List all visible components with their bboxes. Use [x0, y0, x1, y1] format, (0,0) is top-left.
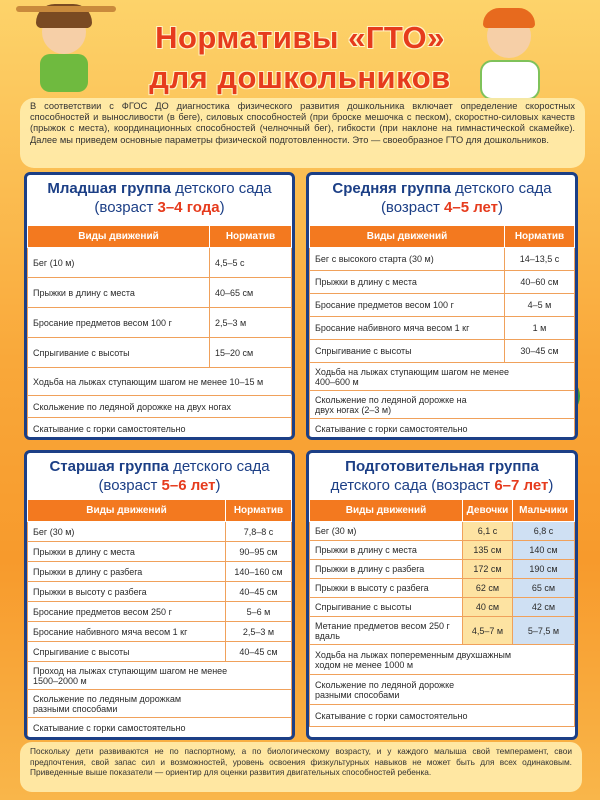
- col-activity-header: Виды движений: [28, 226, 210, 248]
- activity-cell: Прыжки в длину с разбега: [28, 562, 226, 582]
- prep-norms-table: [309, 499, 575, 727]
- activity-cell: Прыжки в длину с места: [310, 271, 505, 294]
- activity-cell: Бросание предметов весом 100 г: [28, 308, 210, 338]
- extra-cell: Скатывание с горки самостоятельно: [28, 718, 292, 738]
- col-activity-header: Виды движений: [310, 226, 505, 248]
- table-row: [28, 396, 292, 418]
- table-row: [310, 560, 575, 579]
- activity-cell: Спрыгивание с высоты: [310, 340, 505, 363]
- senior-age-suffix: ): [215, 477, 221, 494]
- extra-cell: Ходьба на лыжах ступающим шагом не менее 400–600 м: [310, 363, 575, 391]
- girls-value-cell: 6,1 с: [463, 522, 513, 541]
- table-header-row: [28, 500, 292, 522]
- girls-value-cell: 172 см: [463, 560, 513, 579]
- extra-cell: Скольжение по ледяной дорожке на двух ногах (2–3 м): [310, 391, 575, 419]
- boys-value-cell: 42 см: [513, 598, 575, 617]
- value-cell: 40–45 см: [226, 582, 292, 602]
- col-boys-header: Мальчики: [513, 500, 575, 522]
- extra-cell: Скольжение по ледяной дорожке на двух ногах: [28, 396, 292, 418]
- junior-group-rest: детского сада: [175, 180, 272, 197]
- activity-cell: Прыжки в длину с места: [310, 541, 463, 560]
- middle-norms-table: [309, 225, 575, 439]
- table-row: [28, 368, 292, 396]
- table-row: [28, 542, 292, 562]
- prep-group-panel: [306, 450, 578, 740]
- girls-value-cell: 4,5–7 м: [463, 617, 513, 645]
- extra-cell: Ходьба на лыжах ступающим шагом не менее 10–15 м: [28, 368, 292, 396]
- table-row: [28, 718, 292, 738]
- table-row: [310, 598, 575, 617]
- col-norm-header: Норматив: [505, 226, 575, 248]
- table-header-row: [310, 500, 575, 522]
- table-row: [310, 294, 575, 317]
- activity-cell: Бег (30 м): [310, 522, 463, 541]
- junior-group-panel: [24, 172, 295, 440]
- girls-value-cell: 62 см: [463, 579, 513, 598]
- table-row: [310, 340, 575, 363]
- middle-group-panel: [306, 172, 578, 440]
- senior-group-heading: [27, 453, 292, 499]
- activity-cell: Прыжки в длину с места: [28, 542, 226, 562]
- value-cell: 140–160 см: [226, 562, 292, 582]
- boys-value-cell: 190 см: [513, 560, 575, 579]
- boys-value-cell: 6,8 с: [513, 522, 575, 541]
- table-row: [28, 418, 292, 440]
- table-row: [28, 308, 292, 338]
- value-cell: 2,5–3 м: [210, 308, 292, 338]
- activity-cell: Прыжки в высоту с разбега: [28, 582, 226, 602]
- activity-cell: Прыжки в длину с места: [28, 278, 210, 308]
- junior-age-suffix: ): [219, 199, 225, 216]
- table-row: [310, 705, 575, 727]
- senior-group-rest: детского сада: [173, 458, 270, 475]
- value-cell: 2,5–3 м: [226, 622, 292, 642]
- table-row: [310, 391, 575, 419]
- table-header-row: [310, 226, 575, 248]
- table-row: [310, 541, 575, 560]
- middle-age-suffix: ): [498, 199, 504, 216]
- table-row: [310, 645, 575, 675]
- col-girls-header: Девочки: [463, 500, 513, 522]
- boys-value-cell: 65 см: [513, 579, 575, 598]
- middle-group-rest: детского сада: [455, 180, 552, 197]
- table-row: [28, 562, 292, 582]
- table-row: [310, 317, 575, 340]
- table-row: [28, 582, 292, 602]
- value-cell: 5–6 м: [226, 602, 292, 622]
- table-row: [28, 278, 292, 308]
- prep-group-heading: [309, 453, 575, 499]
- table-header-row: [28, 226, 292, 248]
- table-row: [28, 642, 292, 662]
- col-activity-header: Виды движений: [28, 500, 226, 522]
- middle-group-heading: [309, 175, 575, 225]
- table-row: [310, 271, 575, 294]
- extra-cell: Ходьба на лыжах попеременным двухшажным ходом не менее 1000 м: [310, 645, 575, 675]
- table-row: [310, 419, 575, 439]
- value-cell: 7,8–8 с: [226, 522, 292, 542]
- table-row: [28, 248, 292, 278]
- table-row: [310, 522, 575, 541]
- junior-age-prefix: (возраст: [94, 199, 154, 216]
- boys-value-cell: 140 см: [513, 541, 575, 560]
- extra-cell: Скольжение по ледяным дорожкам разными способами: [28, 690, 292, 718]
- table-row: [28, 622, 292, 642]
- activity-cell: Прыжки в длину с разбега: [310, 560, 463, 579]
- prep-age: 6–7 лет: [494, 477, 549, 494]
- middle-age-prefix: (возраст: [380, 199, 440, 216]
- table-row: [28, 690, 292, 718]
- extra-cell: Скольжение по ледяной дорожке разными способами: [310, 675, 575, 705]
- value-cell: 90–95 см: [226, 542, 292, 562]
- col-activity-header: Виды движений: [310, 500, 463, 522]
- activity-cell: Спрыгивание с высоты: [28, 642, 226, 662]
- senior-group-panel: [24, 450, 295, 740]
- junior-age: 3–4 года: [157, 199, 220, 216]
- value-cell: 15–20 см: [210, 338, 292, 368]
- value-cell: 14–13,5 с: [505, 248, 575, 271]
- value-cell: 30–45 см: [505, 340, 575, 363]
- senior-group-name: Старшая группа: [49, 458, 169, 475]
- value-cell: 40–45 см: [226, 642, 292, 662]
- page-title: [0, 18, 600, 98]
- value-cell: 40–60 см: [505, 271, 575, 294]
- boys-value-cell: 5–7,5 м: [513, 617, 575, 645]
- prep-group-rest: детского сада: [330, 477, 428, 494]
- junior-group-name: Младшая группа: [47, 180, 172, 197]
- value-cell: 4,5–5 с: [210, 248, 292, 278]
- activity-cell: Спрыгивание с высоты: [310, 598, 463, 617]
- middle-age: 4–5 лет: [444, 199, 499, 216]
- col-norm-header: Норматив: [210, 226, 292, 248]
- table-row: [28, 522, 292, 542]
- activity-cell: Бросание набивного мяча весом 1 кг: [310, 317, 505, 340]
- value-cell: 40–65 см: [210, 278, 292, 308]
- extra-cell: Скатывание с горки самостоятельно: [310, 705, 575, 727]
- prep-group-name: Подготовительная группа: [345, 458, 539, 475]
- activity-cell: Спрыгивание с высоты: [28, 338, 210, 368]
- activity-cell: Бросание предметов весом 100 г: [310, 294, 505, 317]
- activity-cell: Бросание предметов весом 250 г: [28, 602, 226, 622]
- junior-norms-table: [27, 225, 292, 440]
- activity-cell: Метание предметов весом 250 г вдаль: [310, 617, 463, 645]
- table-row: [310, 579, 575, 598]
- value-cell: 1 м: [505, 317, 575, 340]
- senior-age: 5–6 лет: [161, 477, 216, 494]
- table-row: [310, 248, 575, 271]
- table-row: [28, 338, 292, 368]
- senior-norms-table: [27, 499, 292, 738]
- intro-text: В соответствии с ФГОС ДО диагностика физического развития дошкольника включает определение скоростных способностей и выносливости (в беге), силовых способностей (при броске мешочка с песком), скоростно-силовых качеств (прыжок с места), координационных способностей (челночный бег), гибкости (при наклоне на гимнастической скамейке). Далее мы приведем основные параметры физической подготовленности. Это — своеобразное ГТО для дошкольников.: [20, 98, 585, 168]
- activity-cell: Бег (30 м): [28, 522, 226, 542]
- footer-note: Поскольку дети развиваются не по паспортному, а по биологическому возрасту, и у каждого малыша свой темперамент, свои предпочтения, свой запас сил и возможностей, уровень освоения физкультурных навыков не может быть для всех одинаковым. Приведенные выше показатели — ориентир для оценки развития двигательных способностей ребенка.: [20, 742, 582, 792]
- prep-age-prefix: (возраст: [431, 477, 491, 494]
- table-row: [310, 675, 575, 705]
- table-row: [28, 662, 292, 690]
- table-row: [310, 617, 575, 645]
- title-line-2: для дошкольников: [149, 60, 451, 95]
- junior-group-heading: [27, 175, 292, 225]
- value-cell: 4–5 м: [505, 294, 575, 317]
- senior-age-prefix: (возраст: [98, 477, 158, 494]
- table-row: [310, 363, 575, 391]
- table-row: [28, 602, 292, 622]
- girls-value-cell: 135 см: [463, 541, 513, 560]
- middle-group-name: Средняя группа: [332, 180, 451, 197]
- col-norm-header: Норматив: [226, 500, 292, 522]
- girls-value-cell: 40 см: [463, 598, 513, 617]
- extra-cell: Скатывание с горки самостоятельно: [28, 418, 292, 440]
- activity-cell: Бег (10 м): [28, 248, 210, 278]
- activity-cell: Прыжки в высоту с разбега: [310, 579, 463, 598]
- extra-cell: Проход на лыжах ступающим шагом не менее 1500–2000 м: [28, 662, 292, 690]
- title-line-1: Нормативы «ГТО»: [155, 20, 445, 55]
- activity-cell: Бросание набивного мяча весом 1 кг: [28, 622, 226, 642]
- prep-age-suffix: ): [548, 477, 554, 494]
- extra-cell: Скатывание с горки самостоятельно: [310, 419, 575, 439]
- activity-cell: Бег с высокого старта (30 м): [310, 248, 505, 271]
